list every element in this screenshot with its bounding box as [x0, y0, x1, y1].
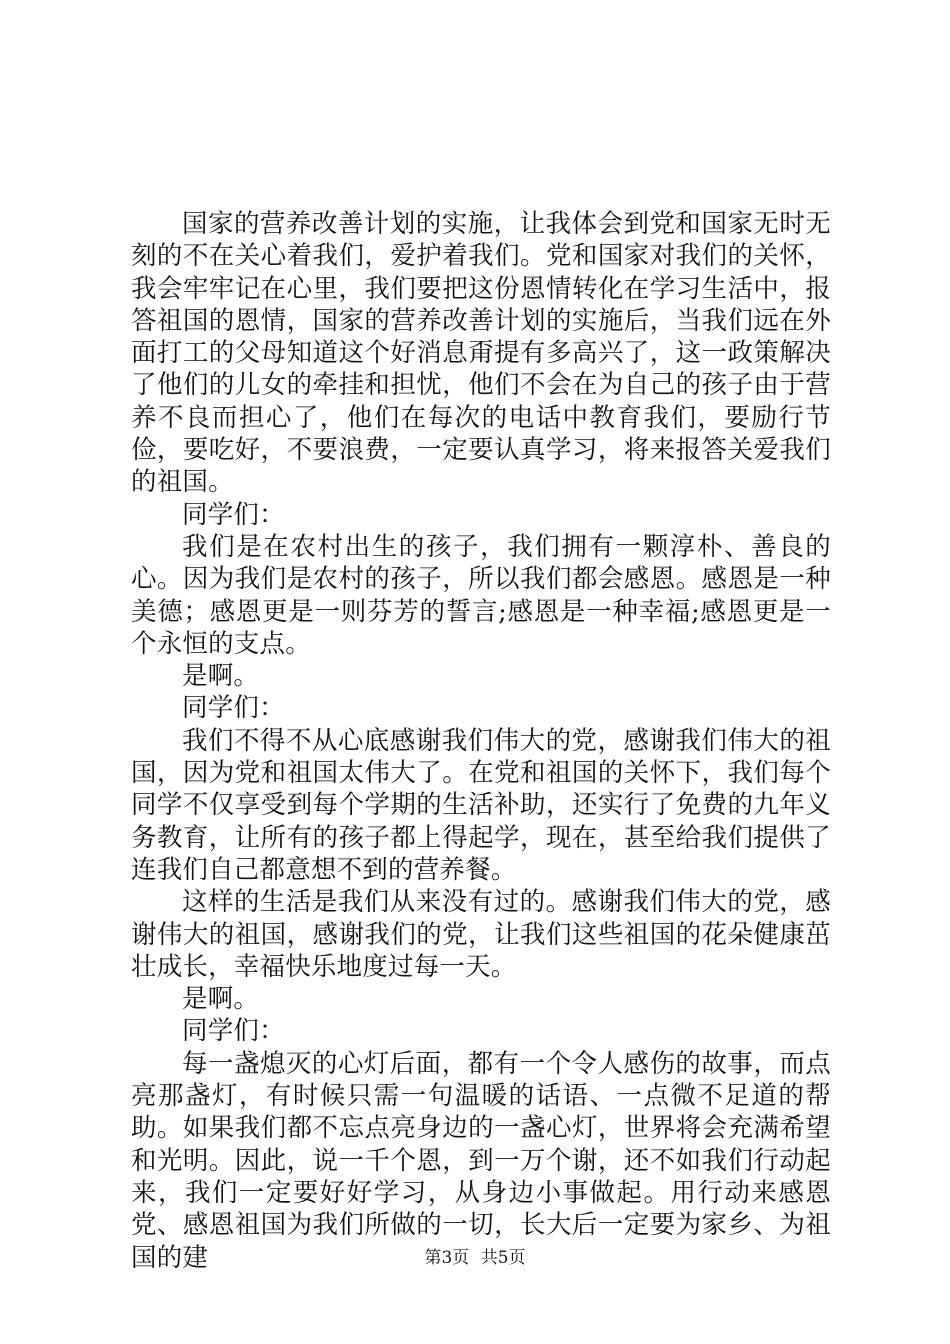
paragraph: 同学们：	[182, 499, 285, 530]
page-footer	[0, 1243, 950, 1268]
page-total: 共5页	[480, 1248, 526, 1268]
paragraph: 是啊。	[182, 661, 260, 692]
paragraph: 同学们：	[182, 693, 285, 724]
paragraph: 我们是在农村出生的孩子，我们拥有一颗淳朴、善良的心。因为我们是农村的孩子，所以我们都会感恩。感恩是一种美德；感恩更是一则芬芳的誓言;感恩是一种幸福;感恩更是一个永恒的支点。	[131, 531, 831, 659]
document-body	[131, 208, 831, 1274]
paragraph: 这样的生活是我们从来没有过的。感谢我们伟大的党，感谢伟大的祖国，感谢我们的党，让我们这些祖国的花朵健康茁壮成长，幸福快乐地度过每一天。	[131, 887, 831, 982]
page-number: 第3页	[424, 1248, 470, 1268]
paragraph: 国家的营养改善计划的实施，让我体会到党和国家无时无刻的不在关心着我们，爱护着我们。党和国家对我们的关怀，我会牢牢记在心里，我们要把这份恩情转化在学习生活中，报答祖国的恩情，国家的营养改善计划的实施后，当我们远在外面打工的父母知道这个好消息甭提有多高兴了，这一政策解决了他们的儿女的牵挂和担忧，他们不会在为自己的孩子由于营养不良而担心了，他们在每次的电话中教育我们，要励行节俭，要吃好，不要浪费，一定要认真学习，将来报答关爱我们的祖国。	[131, 209, 831, 498]
paragraph: 我们不得不从心底感谢我们伟大的党，感谢我们伟大的祖国，因为党和祖国太伟大了。在党和祖国的关怀下，我们每个同学不仅享受到每个学期的生活补助，还实行了免费的九年义务教育，让所有的孩子都上得起学，现在，甚至给我们提供了连我们自己都意想不到的营养餐。	[131, 725, 831, 885]
paragraph: 同学们：	[182, 1016, 285, 1047]
paragraph: 每一盏熄灭的心灯后面，都有一个令人感伤的故事，而点亮那盏灯，有时候只需一句温暖的话语、一点微不足道的帮助。如果我们都不忘点亮身边的一盏心灯，世界将会充满希望和光明。因此，说一千个恩，到一万个谢，还不如我们行动起来，我们一定要好好学习，从身边小事做起。用行动来感恩党、感恩祖国为我们所做的一切，长大后一定要为家乡、为祖国的建	[131, 1048, 831, 1273]
paragraph: 是啊。	[182, 984, 260, 1015]
